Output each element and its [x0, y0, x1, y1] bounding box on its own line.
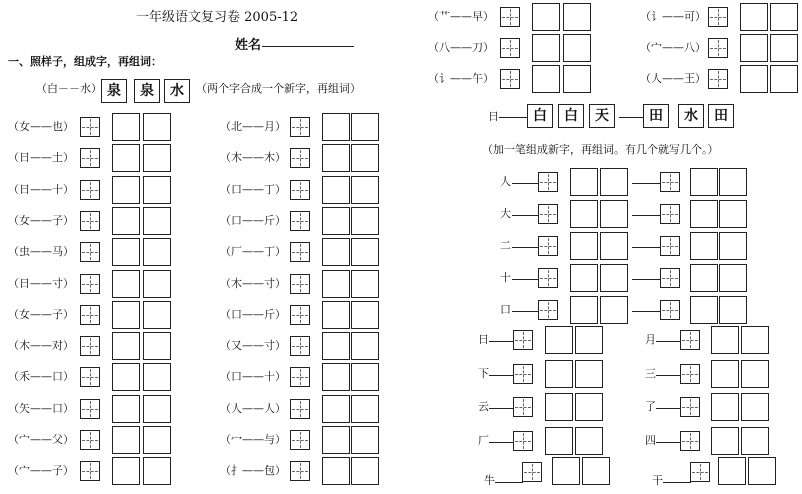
example-char: 泉 — [134, 79, 160, 103]
answer-box[interactable] — [690, 296, 718, 324]
answer-box[interactable] — [690, 232, 718, 260]
tianzige-cell[interactable] — [538, 204, 558, 224]
answer-box[interactable] — [600, 264, 628, 292]
example-char: 水 — [164, 79, 190, 103]
answer-box[interactable] — [575, 360, 603, 388]
example-formula: （白－－水） — [36, 82, 102, 95]
answer-box[interactable] — [570, 232, 598, 260]
tianzige-cell[interactable] — [80, 117, 100, 137]
answer-box[interactable] — [143, 395, 171, 423]
formula-label: （女——子） — [8, 307, 74, 321]
answer-box[interactable] — [719, 168, 747, 196]
base-char: 三 — [645, 366, 656, 380]
example-char: 泉 — [101, 79, 127, 103]
tianzige-cell[interactable] — [80, 367, 100, 387]
name-field[interactable] — [262, 46, 354, 47]
answer-box[interactable] — [322, 176, 350, 204]
answer-box[interactable] — [143, 238, 171, 266]
answer-box[interactable] — [690, 264, 718, 292]
tianzige-cell[interactable] — [660, 300, 680, 320]
answer-box[interactable] — [351, 363, 379, 391]
section2-note: （加一笔组成新字，再组词。有几个就写几个。） — [482, 143, 719, 156]
answer-box[interactable] — [112, 113, 140, 141]
example2-char: 白 — [558, 104, 584, 128]
tianzige-cell[interactable] — [290, 242, 310, 262]
answer-box[interactable] — [351, 426, 379, 454]
answer-box[interactable] — [570, 296, 598, 324]
tianzige-cell[interactable] — [513, 364, 533, 384]
answer-box[interactable] — [112, 395, 140, 423]
tianzige-cell[interactable] — [290, 367, 310, 387]
answer-box[interactable] — [770, 34, 798, 62]
formula-label: （木——寸） — [220, 276, 286, 290]
formula-label: （厂——丁） — [220, 245, 286, 259]
tianzige-cell[interactable] — [708, 69, 728, 89]
formula-label: （口——十） — [220, 370, 286, 384]
answer-box[interactable] — [143, 113, 171, 141]
answer-box[interactable] — [741, 427, 769, 455]
answer-box[interactable] — [690, 168, 718, 196]
answer-box[interactable] — [322, 457, 350, 485]
base-char: 人 — [500, 175, 511, 188]
answer-box[interactable] — [575, 393, 603, 421]
example2-char: 天 — [589, 104, 615, 128]
answer-box[interactable] — [143, 301, 171, 329]
answer-box[interactable] — [351, 457, 379, 485]
answer-box[interactable] — [563, 3, 591, 31]
tianzige-cell[interactable] — [522, 462, 542, 482]
answer-box[interactable] — [545, 326, 573, 354]
tianzige-cell[interactable] — [538, 300, 558, 320]
tianzige-cell[interactable] — [80, 148, 100, 168]
answer-box[interactable] — [740, 65, 768, 93]
answer-box[interactable] — [351, 270, 379, 298]
base-char: 月 — [645, 333, 656, 346]
formula-label: （虫——马） — [8, 245, 74, 259]
tianzige-cell[interactable] — [708, 7, 728, 27]
tianzige-cell[interactable] — [80, 305, 100, 325]
tianzige-cell[interactable] — [500, 7, 520, 27]
answer-box[interactable] — [552, 457, 580, 485]
answer-box[interactable] — [740, 3, 768, 31]
base-char: 干 — [652, 474, 663, 487]
formula-label: （艹——早） — [428, 10, 494, 23]
base-char: 口 — [500, 303, 511, 316]
tianzige-cell[interactable] — [80, 274, 100, 294]
answer-box[interactable] — [711, 326, 739, 354]
base-char: 日 — [478, 333, 489, 346]
answer-box[interactable] — [690, 200, 718, 228]
formula-label: （木——木） — [220, 151, 286, 165]
answer-box[interactable] — [143, 457, 171, 485]
answer-box[interactable] — [711, 427, 739, 455]
answer-box[interactable] — [322, 395, 350, 423]
answer-box[interactable] — [741, 326, 769, 354]
answer-box[interactable] — [719, 264, 747, 292]
page-title: 一年级语文复习卷 2005-12 — [136, 10, 299, 25]
tianzige-cell[interactable] — [290, 117, 310, 137]
answer-box[interactable] — [143, 176, 171, 204]
answer-box[interactable] — [351, 238, 379, 266]
example2-char: 白 — [527, 104, 553, 128]
example2-char: 水 — [678, 104, 704, 128]
tianzige-cell[interactable] — [680, 431, 700, 451]
answer-box[interactable] — [711, 360, 739, 388]
example2-lead: 日 — [488, 110, 499, 123]
base-char: 了 — [645, 400, 656, 413]
answer-box[interactable] — [112, 426, 140, 454]
answer-box[interactable] — [322, 270, 350, 298]
answer-box[interactable] — [112, 176, 140, 204]
formula-label: （讠——可） — [640, 10, 706, 23]
formula-label: （口——丁） — [220, 182, 286, 196]
base-char: 大 — [500, 207, 511, 220]
tianzige-cell[interactable] — [290, 180, 310, 200]
formula-label: （宀——八） — [640, 41, 706, 54]
formula-label: （八——刀） — [428, 41, 494, 54]
answer-box[interactable] — [112, 207, 140, 235]
answer-box[interactable] — [322, 238, 350, 266]
tianzige-cell[interactable] — [660, 236, 680, 256]
formula-label: （日——十） — [8, 182, 74, 196]
base-char: 下 — [478, 366, 489, 380]
answer-box[interactable] — [570, 200, 598, 228]
answer-box[interactable] — [532, 3, 560, 31]
answer-box[interactable] — [322, 301, 350, 329]
answer-box[interactable] — [143, 363, 171, 391]
answer-box[interactable] — [719, 296, 747, 324]
answer-box[interactable] — [322, 144, 350, 172]
formula-label: （又——寸） — [220, 339, 286, 353]
tianzige-cell[interactable] — [690, 462, 710, 482]
answer-box[interactable] — [532, 34, 560, 62]
formula-label: （禾——口） — [8, 370, 74, 384]
tianzige-cell[interactable] — [290, 148, 310, 168]
answer-box[interactable] — [718, 457, 746, 485]
formula-label: （人——人） — [220, 401, 286, 415]
answer-box[interactable] — [351, 176, 379, 204]
answer-box[interactable] — [545, 393, 573, 421]
tianzige-cell[interactable] — [290, 399, 310, 419]
answer-box[interactable] — [112, 332, 140, 360]
answer-box[interactable] — [143, 270, 171, 298]
formula-label: （宀——子） — [8, 464, 74, 478]
tianzige-cell[interactable] — [80, 399, 100, 419]
formula-label: （女——子） — [8, 213, 74, 227]
answer-box[interactable] — [322, 426, 350, 454]
tianzige-cell[interactable] — [290, 305, 310, 325]
example2-char: 田 — [708, 104, 734, 128]
formula-label: （木——对） — [8, 339, 74, 353]
answer-box[interactable] — [351, 113, 379, 141]
tianzige-cell[interactable] — [290, 461, 310, 481]
answer-box[interactable] — [351, 332, 379, 360]
base-char: 四 — [645, 433, 656, 447]
answer-box[interactable] — [322, 363, 350, 391]
answer-box[interactable] — [143, 332, 171, 360]
answer-box[interactable] — [770, 3, 798, 31]
formula-label: （矢——口） — [8, 401, 74, 415]
tianzige-cell[interactable] — [80, 336, 100, 356]
answer-box[interactable] — [719, 200, 747, 228]
formula-label: （口——斤） — [220, 213, 286, 227]
formula-label: （讠——午） — [428, 72, 494, 85]
answer-box[interactable] — [570, 168, 598, 196]
tianzige-cell[interactable] — [290, 211, 310, 231]
answer-box[interactable] — [600, 200, 628, 228]
tianzige-cell[interactable] — [513, 330, 533, 350]
formula-label: （口——斤） — [220, 307, 286, 321]
formula-label: （日——寸） — [8, 276, 74, 290]
formula-label: （冖——与） — [220, 433, 286, 446]
answer-box[interactable] — [112, 144, 140, 172]
answer-box[interactable] — [143, 426, 171, 454]
tianzige-cell[interactable] — [538, 172, 558, 192]
base-char: 二 — [500, 239, 511, 252]
answer-box[interactable] — [112, 301, 140, 329]
tianzige-cell[interactable] — [290, 336, 310, 356]
answer-box[interactable] — [600, 232, 628, 260]
answer-box[interactable] — [575, 326, 603, 354]
tianzige-cell[interactable] — [500, 69, 520, 89]
answer-box[interactable] — [322, 332, 350, 360]
answer-box[interactable] — [322, 113, 350, 141]
tianzige-cell[interactable] — [538, 268, 558, 288]
answer-box[interactable] — [351, 207, 379, 235]
example2-char: 田 — [643, 104, 669, 128]
tianzige-cell[interactable] — [500, 38, 520, 58]
formula-label: （女——也） — [8, 120, 74, 133]
tianzige-cell[interactable] — [80, 211, 100, 231]
answer-box[interactable] — [563, 65, 591, 93]
answer-box[interactable] — [570, 264, 598, 292]
tianzige-cell[interactable] — [80, 461, 100, 481]
tianzige-cell[interactable] — [80, 242, 100, 262]
answer-box[interactable] — [575, 427, 603, 455]
tianzige-cell[interactable] — [290, 430, 310, 450]
example-note: （两个字合成一个新字，再组词） — [196, 82, 361, 95]
base-char: 牛 — [484, 474, 495, 487]
tianzige-cell[interactable] — [538, 236, 558, 256]
answer-box[interactable] — [600, 168, 628, 196]
tianzige-cell[interactable] — [680, 364, 700, 384]
base-char: 十 — [500, 271, 511, 284]
answer-box[interactable] — [563, 34, 591, 62]
answer-box[interactable] — [600, 296, 628, 324]
tianzige-cell[interactable] — [660, 268, 680, 288]
tianzige-cell[interactable] — [680, 330, 700, 350]
answer-box[interactable] — [351, 301, 379, 329]
answer-box[interactable] — [322, 207, 350, 235]
formula-label: （日——土） — [8, 151, 74, 165]
answer-box[interactable] — [741, 393, 769, 421]
name-label: 姓名 — [235, 38, 262, 53]
section1-heading: 一、照样子，组成字，再组词： — [8, 55, 162, 68]
tianzige-cell[interactable] — [80, 430, 100, 450]
tianzige-cell[interactable] — [513, 397, 533, 417]
formula-label: （人——王） — [640, 72, 706, 85]
tianzige-cell[interactable] — [708, 38, 728, 58]
answer-box[interactable] — [351, 395, 379, 423]
answer-box[interactable] — [532, 65, 560, 93]
tianzige-cell[interactable] — [660, 204, 680, 224]
base-char: 厂 — [478, 433, 489, 447]
tianzige-cell[interactable] — [513, 431, 533, 451]
answer-box[interactable] — [740, 34, 768, 62]
answer-box[interactable] — [741, 360, 769, 388]
answer-box[interactable] — [545, 360, 573, 388]
answer-box[interactable] — [143, 207, 171, 235]
tianzige-cell[interactable] — [680, 397, 700, 417]
answer-box[interactable] — [748, 457, 776, 485]
answer-box[interactable] — [711, 393, 739, 421]
answer-box[interactable] — [770, 65, 798, 93]
answer-box[interactable] — [143, 144, 171, 172]
answer-box[interactable] — [112, 270, 140, 298]
base-char: 云 — [478, 400, 489, 413]
answer-box[interactable] — [112, 457, 140, 485]
tianzige-cell[interactable] — [80, 180, 100, 200]
tianzige-cell[interactable] — [290, 274, 310, 294]
answer-box[interactable] — [351, 144, 379, 172]
formula-label: （北——月） — [220, 120, 286, 133]
formula-label: （宀——父） — [8, 433, 74, 446]
answer-box[interactable] — [112, 363, 140, 391]
answer-box[interactable] — [719, 232, 747, 260]
formula-label: （扌——包） — [220, 464, 286, 478]
tianzige-cell[interactable] — [660, 172, 680, 192]
answer-box[interactable] — [582, 457, 610, 485]
answer-box[interactable] — [112, 238, 140, 266]
answer-box[interactable] — [545, 427, 573, 455]
